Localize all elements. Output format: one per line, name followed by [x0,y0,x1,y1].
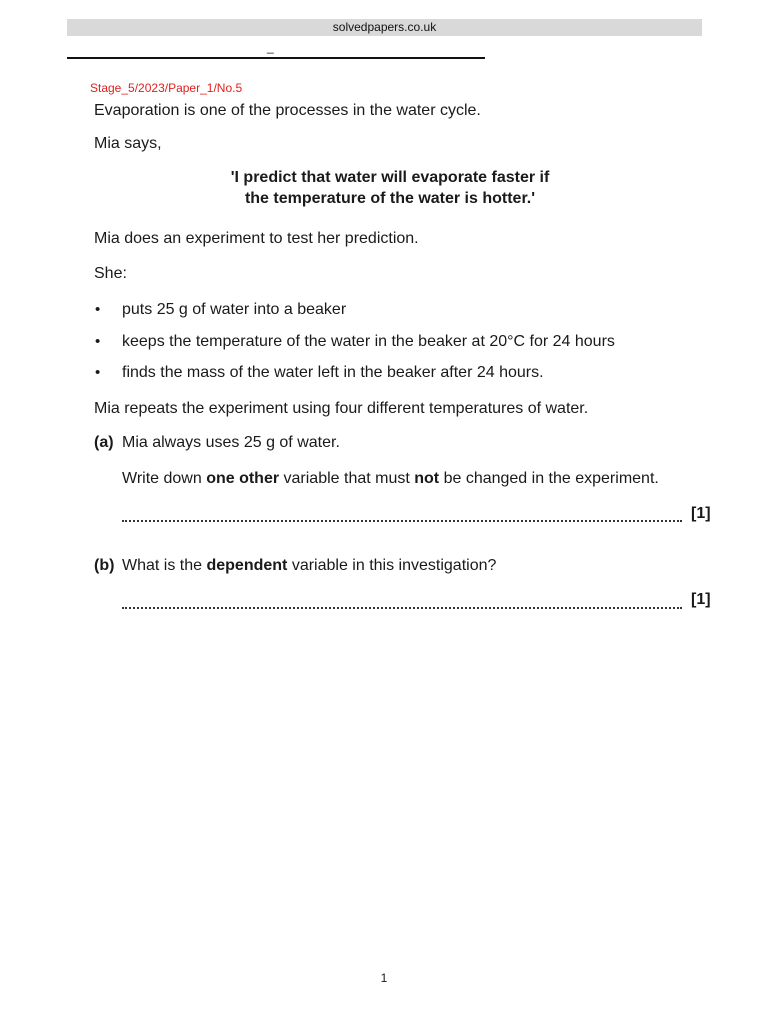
quote-line-2: the temperature of the water is hotter.' [244,190,536,207]
header-dash: _ [267,40,274,54]
part-a-question-bold-2: not [414,470,440,487]
part-b-question-bold: dependent [206,557,288,574]
bullet-icon: • [95,333,101,350]
step-1: puts 25 g of water into a beaker [122,301,347,318]
part-b-question [122,556,496,575]
part-a-question-pre: Write down [122,470,207,487]
part-a-answer-line[interactable] [122,520,682,522]
part-b-marks: [1] [691,591,711,608]
question-reference: Stage_5/2023/Paper_1/No.5 [90,81,243,95]
quote-line-1: 'I predict that water will evaporate faster if [230,169,550,186]
experiment-intro: Mia does an experiment to test her prediction. [94,230,419,247]
part-a-question-bold-1: one other [206,470,280,487]
part-a-question-post: be changed in the experiment. [439,470,659,487]
part-b-label: (b) [94,557,115,574]
bullet-icon: • [95,364,101,381]
repeat-text: Mia repeats the experiment using four different temperatures of water. [94,400,589,417]
step-3: finds the mass of the water left in the beaker after 24 hours. [122,364,544,381]
part-a-question-mid: variable that must [279,470,415,487]
intro-text: Evaporation is one of the processes in the water cycle. [94,102,481,119]
header-bar [67,19,702,36]
part-a-label: (a) [94,434,114,451]
step-2: keeps the temperature of the water in the beaker at 20°C for 24 hours [122,333,615,350]
mia-says-text: Mia says, [94,135,162,152]
part-a-marks: [1] [691,505,711,522]
part-a-question [122,469,659,488]
page-number: 1 [380,971,388,985]
she-label: She: [94,265,127,282]
part-b-question-pre: What is the [122,557,207,574]
part-b-answer-line[interactable] [122,607,682,609]
header-rule [67,57,485,59]
part-a-statement: Mia always uses 25 g of water. [122,434,340,451]
part-b-question-post: variable in this investigation? [287,557,497,574]
site-name: solvedpapers.co.uk [332,20,437,34]
bullet-icon: • [95,301,101,318]
